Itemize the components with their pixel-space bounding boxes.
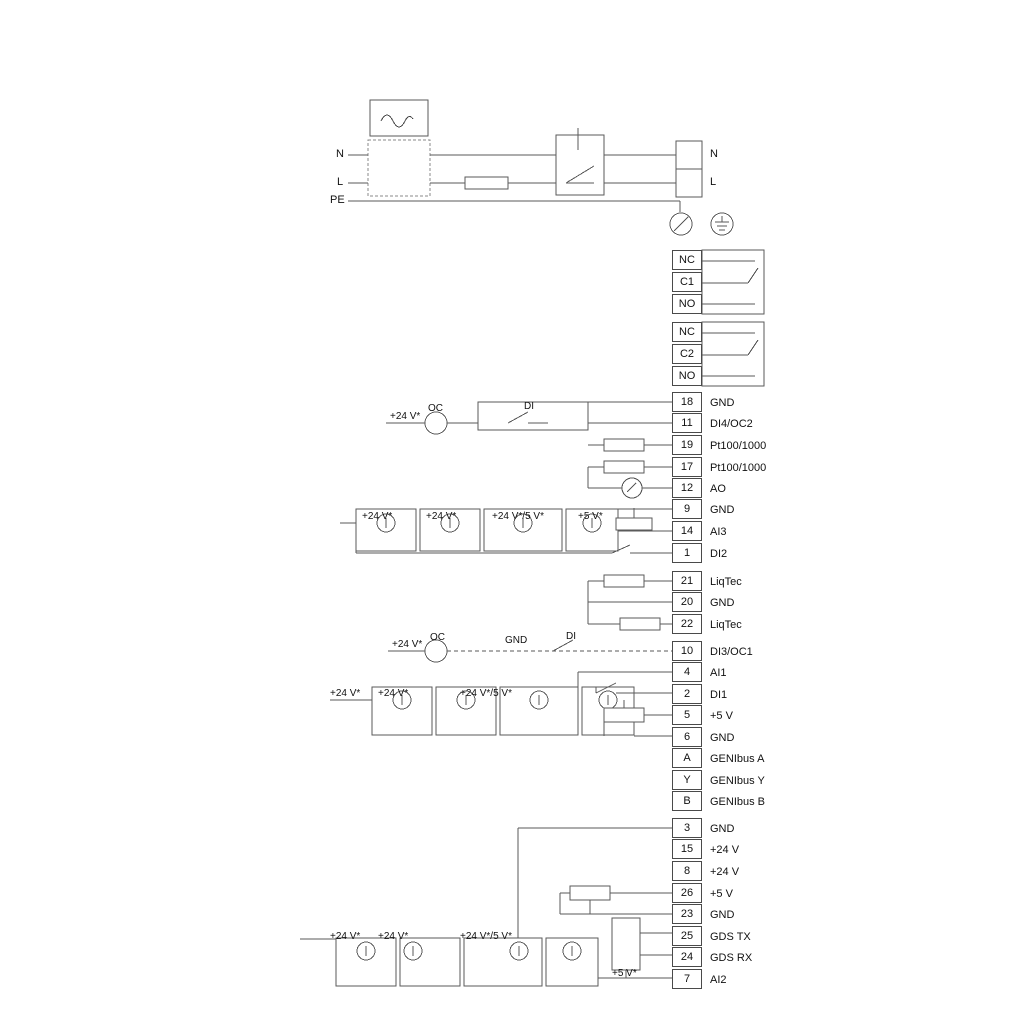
- di-label-top: DI: [524, 401, 534, 412]
- oc-label-mid: OC: [430, 632, 445, 643]
- terminal-19-label: Pt100/1000: [710, 440, 767, 452]
- supply-24v-e: +24 V*: [330, 688, 361, 699]
- terminal-a[interactable]: A: [672, 748, 702, 768]
- supply-24v-c: +24 V*: [426, 511, 457, 522]
- relay1-nc-terminal[interactable]: NC: [672, 250, 702, 270]
- mains-l-label: L: [337, 176, 344, 188]
- terminal-8-label: +24 V: [710, 866, 740, 878]
- out-n-label: N: [710, 148, 718, 160]
- terminal-6-label: GND: [710, 732, 735, 744]
- terminal-12-label: AO: [710, 483, 726, 495]
- supply-mixed-c: +24 V*/5 V*: [460, 931, 512, 942]
- terminal-10[interactable]: 10: [672, 641, 702, 661]
- terminal-8[interactable]: 8: [672, 861, 702, 881]
- terminal-7[interactable]: 7: [672, 969, 702, 989]
- terminal-19[interactable]: 19: [672, 435, 702, 455]
- supply-24v-g: +24 V*: [330, 931, 361, 942]
- supply-mixed-a: +24 V*/5 V*: [492, 511, 544, 522]
- terminal-20-label: GND: [710, 597, 735, 609]
- terminal-26-label: +5 V: [710, 888, 733, 900]
- out-l-label: L: [710, 176, 717, 188]
- mains-pe-label: PE: [330, 194, 345, 206]
- terminal-a-label: GENIbus A: [710, 753, 765, 765]
- terminal-2[interactable]: 2: [672, 684, 702, 704]
- supply-24v-a: +24 V*: [390, 411, 421, 422]
- terminal-1[interactable]: 1: [672, 543, 702, 563]
- supply-5v-b: +5 V*: [612, 968, 637, 979]
- terminal-12[interactable]: 12: [672, 478, 702, 498]
- terminal-22[interactable]: 22: [672, 614, 702, 634]
- mains-n-label: N: [336, 148, 344, 160]
- terminal-24-label: GDS RX: [710, 952, 753, 964]
- terminal-25[interactable]: 25: [672, 926, 702, 946]
- terminal-20[interactable]: 20: [672, 592, 702, 612]
- terminal-7-label: AI2: [710, 974, 727, 986]
- gnd-label-mid: GND: [505, 635, 528, 646]
- terminal-18-label: GND: [710, 397, 735, 409]
- terminal-22-label: LiqTec: [710, 619, 742, 631]
- oc-label-top: OC: [428, 403, 443, 414]
- terminal-21-label: LiqTec: [710, 576, 742, 588]
- supply-24v-b: +24 V*: [362, 511, 393, 522]
- terminal-y[interactable]: Y: [672, 770, 702, 790]
- terminal-b-label: GENIbus B: [710, 796, 766, 808]
- supply-24v-d: +24 V*: [392, 639, 423, 650]
- terminal-3-label: GND: [710, 823, 735, 835]
- terminal-25-label: GDS TX: [710, 931, 751, 943]
- terminal-y-label: GENIbus Y: [710, 775, 765, 787]
- terminal-14-label: AI3: [710, 526, 727, 538]
- terminal-3[interactable]: 3: [672, 818, 702, 838]
- supply-5v-a: +5 V*: [578, 511, 603, 522]
- terminal-4-label: AI1: [710, 667, 727, 679]
- terminal-9-label: GND: [710, 504, 735, 516]
- terminal-15-label: +24 V: [710, 844, 740, 856]
- supply-mixed-b: +24 V*/5 V*: [460, 688, 512, 699]
- terminal-23[interactable]: 23: [672, 904, 702, 924]
- relay1-c1-terminal[interactable]: C1: [672, 272, 702, 292]
- terminal-6[interactable]: 6: [672, 727, 702, 747]
- terminal-9[interactable]: 9: [672, 499, 702, 519]
- relay2-no-terminal[interactable]: NO: [672, 366, 702, 386]
- terminal-10-label: DI3/OC1: [710, 646, 753, 658]
- terminal-b[interactable]: B: [672, 791, 702, 811]
- terminal-1-label: DI2: [710, 548, 728, 560]
- terminal-5-label: +5 V: [710, 710, 733, 722]
- terminal-26[interactable]: 26: [672, 883, 702, 903]
- terminal-17[interactable]: 17: [672, 457, 702, 477]
- terminal-18[interactable]: 18: [672, 392, 702, 412]
- terminal-2-label: DI1: [710, 689, 728, 701]
- terminal-14[interactable]: 14: [672, 521, 702, 541]
- relay2-nc-terminal[interactable]: NC: [672, 322, 702, 342]
- terminal-5[interactable]: 5: [672, 705, 702, 725]
- relay2-c2-terminal[interactable]: C2: [672, 344, 702, 364]
- terminal-23-label: GND: [710, 909, 735, 921]
- terminal-11[interactable]: 11: [672, 413, 702, 433]
- terminal-21[interactable]: 21: [672, 571, 702, 591]
- terminal-11-label: DI4/OC2: [710, 418, 753, 430]
- di-label-mid: DI: [566, 631, 576, 642]
- terminal-17-label: Pt100/1000: [710, 462, 767, 474]
- supply-24v-f: +24 V*: [378, 688, 409, 699]
- terminal-24[interactable]: 24: [672, 947, 702, 967]
- supply-24v-h: +24 V*: [378, 931, 409, 942]
- terminal-15[interactable]: 15: [672, 839, 702, 859]
- terminal-4[interactable]: 4: [672, 662, 702, 682]
- relay1-no-terminal[interactable]: NO: [672, 294, 702, 314]
